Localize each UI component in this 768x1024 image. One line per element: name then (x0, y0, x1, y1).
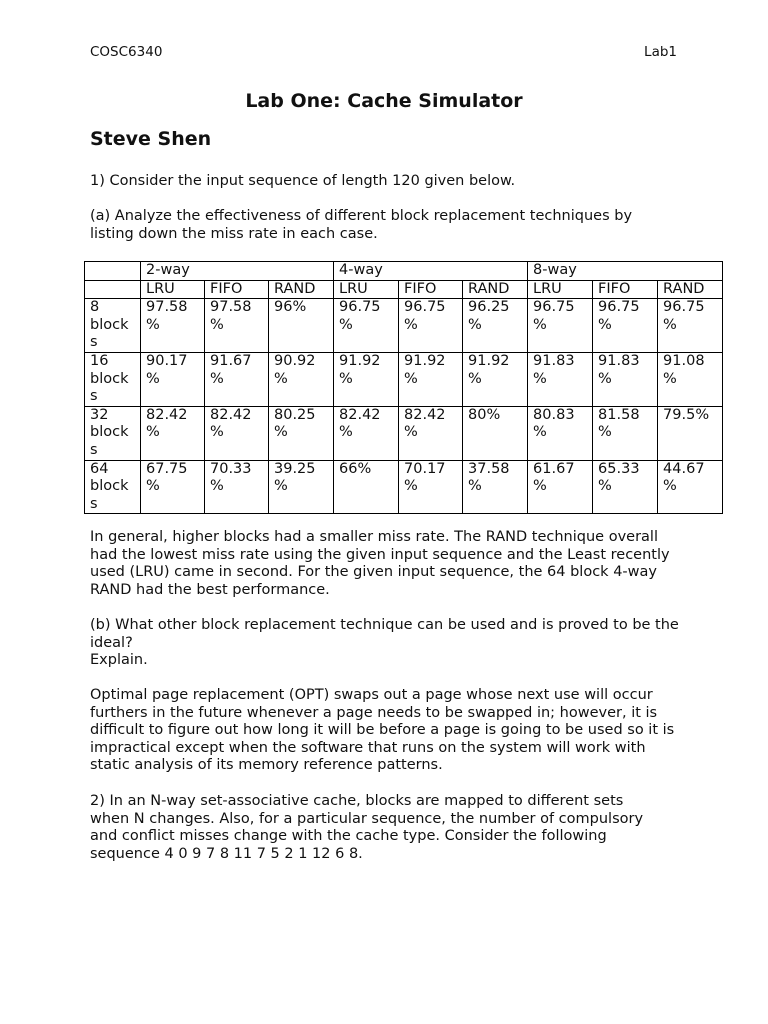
table-row (85, 299, 723, 353)
table-cell: 80.25 % (269, 406, 334, 460)
miss-rate-table (84, 261, 723, 514)
table-cell: 91.92 % (463, 352, 528, 406)
table-cell: 91.92 % (399, 352, 463, 406)
table-cell: 67.75 % (141, 460, 205, 514)
table-empty-cell (85, 280, 141, 299)
table-cell: 96.75 % (658, 299, 723, 353)
analysis-paragraph: In general, higher blocks had a smaller miss rate. The RAND technique overall had the lowest miss rate using the given input sequence and the Least recently used (LRU) came in second. For the given input sequence, the 64 block 4-way RAND had the best performance. (90, 529, 670, 598)
table-technique-header-row (85, 280, 723, 299)
page-title: Lab One: Cache Simulator (245, 90, 523, 112)
technique-header: RAND (658, 280, 723, 299)
technique-header: FIFO (593, 280, 658, 299)
table-cell: 82.42 % (334, 406, 399, 460)
table-row (85, 406, 723, 460)
technique-header: RAND (269, 280, 334, 299)
table-corner-cell (85, 262, 141, 281)
table-group-header-row (85, 262, 723, 281)
table-cell: 96% (269, 299, 334, 353)
row-label: 16 block s (85, 352, 141, 406)
question-1b-explain: Explain. (90, 652, 148, 668)
question-1-intro: 1) Consider the input sequence of length 120 given below. (90, 173, 516, 189)
group-header-4way: 4-way (334, 262, 528, 281)
table-cell: 81.58 % (593, 406, 658, 460)
table-cell: 97.58 % (205, 299, 269, 353)
table-cell: 91.83 % (528, 352, 593, 406)
technique-header: LRU (334, 280, 399, 299)
technique-header: LRU (141, 280, 205, 299)
technique-header: RAND (463, 280, 528, 299)
row-label: 8 block s (85, 299, 141, 353)
technique-header: FIFO (399, 280, 463, 299)
table-cell: 91.08 % (658, 352, 723, 406)
table-cell: 82.42 % (141, 406, 205, 460)
table-cell: 90.17 % (141, 352, 205, 406)
group-header-2way: 2-way (141, 262, 334, 281)
table-cell: 82.42 % (205, 406, 269, 460)
author-name: Steve Shen (90, 128, 212, 150)
table-cell: 82.42 % (399, 406, 463, 460)
table-cell: 66% (334, 460, 399, 514)
table-cell: 79.5% (658, 406, 723, 460)
table-cell: 70.17 % (399, 460, 463, 514)
table-cell: 96.25 % (463, 299, 528, 353)
course-code: COSC6340 (90, 44, 163, 60)
table-row (85, 460, 723, 514)
table-cell: 70.33 % (205, 460, 269, 514)
technique-header: LRU (528, 280, 593, 299)
row-label: 32 block s (85, 406, 141, 460)
question-1a-text: (a) Analyze the effectiveness of different block replacement techniques by listing down the miss rate in each case. (90, 208, 633, 242)
table-cell: 96.75 % (593, 299, 658, 353)
table-cell: 96.75 % (334, 299, 399, 353)
table-cell: 80% (463, 406, 528, 460)
question-1b-text: (b) What other block replacement technique can be used and is proved to be the ideal? (90, 617, 679, 651)
table-cell: 39.25 % (269, 460, 334, 514)
table-cell: 91.83 % (593, 352, 658, 406)
table-cell: 91.67 % (205, 352, 269, 406)
lab-label: Lab1 (644, 44, 677, 60)
table-cell: 97.58 % (141, 299, 205, 353)
table-cell: 44.67 % (658, 460, 723, 514)
table-row (85, 352, 723, 406)
table-cell: 80.83 % (528, 406, 593, 460)
group-header-8way: 8-way (528, 262, 723, 281)
table-cell: 61.67 % (528, 460, 593, 514)
table-cell: 96.75 % (528, 299, 593, 353)
table-cell: 37.58 % (463, 460, 528, 514)
question-2-text: 2) In an N-way set-associative cache, blocks are mapped to different sets when N changes. Also, for a particular sequence, the number of compulsory and conflict misses change with the cache type. Consider the following sequence 4 0 9 7 8 11 7 5 2 1 12 6 8. (90, 793, 644, 862)
row-label: 64 block s (85, 460, 141, 514)
table-cell: 65.33 % (593, 460, 658, 514)
table-cell: 96.75 % (399, 299, 463, 353)
table-cell: 91.92 % (334, 352, 399, 406)
answer-1b-paragraph: Optimal page replacement (OPT) swaps out a page whose next use will occur furthers in the future whenever a page needs to be swapped in; however, it is difficult to figure out how long it will be before a page is going to be used so it is impractical except when the software that runs on the system will work with static analysis of its memory reference patterns. (90, 687, 675, 774)
table-cell: 90.92 % (269, 352, 334, 406)
technique-header: FIFO (205, 280, 269, 299)
